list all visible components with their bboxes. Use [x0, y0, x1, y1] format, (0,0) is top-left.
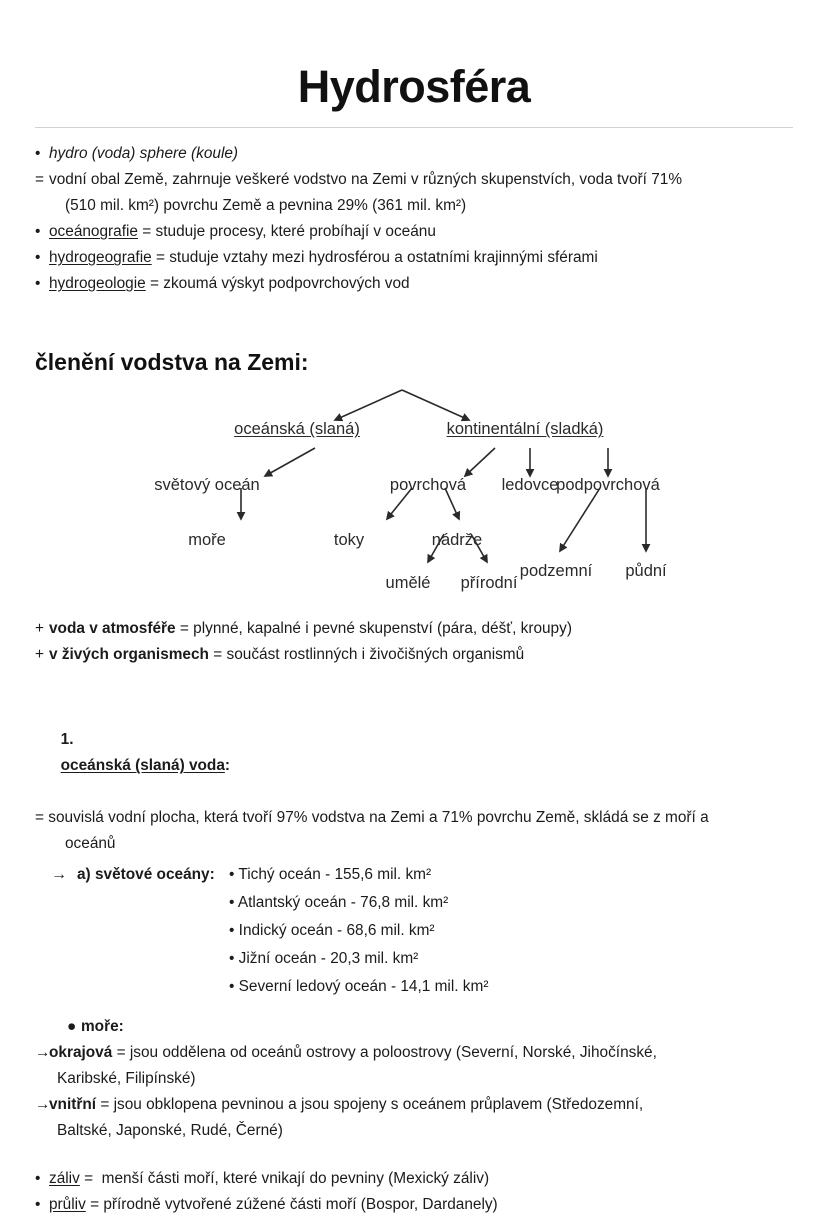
term-definition-oceanografie: = studuje procesy, které probíhají v oceánu: [142, 223, 436, 241]
sea-type-definition-vnitrni-cont: Baltské, Japonské, Rudé, Černé): [57, 1122, 283, 1140]
intro-line-hydro: [35, 141, 793, 167]
bullet-mark: •: [35, 145, 41, 163]
term-label-hydrogeologie: hydrogeologie: [49, 275, 146, 293]
bullet-mark: •: [35, 1196, 41, 1214]
diagram-node-podzemni: podzemní: [519, 562, 593, 581]
spacer: [35, 1001, 793, 1014]
diagram-node-nadrze: nádrže: [431, 531, 483, 550]
term-pruliv: [35, 1192, 793, 1218]
bullet-mark: •: [35, 223, 41, 241]
sea-type-label-vnitrni: vnitřní: [49, 1096, 97, 1114]
extra-voda-v-atmosfere: [35, 616, 793, 642]
extra-label-voda-v-atmosfere: voda v atmosféře: [49, 620, 176, 638]
diagram-node-ledovce: ledovce: [501, 476, 559, 495]
arrow-right-icon: →: [35, 1044, 51, 1062]
section-one-number: 1.: [60, 731, 74, 749]
plus-mark: +: [35, 646, 44, 664]
intro-line-definition: [35, 167, 793, 193]
bullet-mark: •: [35, 275, 41, 293]
diagram-node-kontinentalni: kontinentální (sladká): [446, 420, 604, 439]
term-hydrogeografie: [35, 245, 793, 271]
term-label-zaliv: záliv: [49, 1170, 80, 1188]
list-item: • Tichý oceán - 155,6 mil. km²: [229, 866, 432, 884]
seas-label: moře:: [81, 1018, 124, 1036]
section-one-term: oceánská (slaná) voda: [60, 757, 225, 775]
extras-block: [35, 582, 793, 668]
section-one-description-line-2: oceánů: [65, 835, 116, 853]
term-label-oceanografie: oceánografie: [49, 223, 138, 241]
diagram-node-podpovrchova: podpovrchová: [556, 476, 660, 495]
extra-definition-voda-v-atmosfere: = plynné, kapalné i pevné skupenství (pára, déšť, kroupy): [179, 620, 572, 638]
section-one-colon: :: [224, 757, 231, 775]
extra-definition-v-zivych-organismech: = součást rostlinných i živočišných organismů: [213, 646, 525, 664]
section-one-heading: [35, 701, 793, 805]
diagram-node-povrchova: povrchová: [389, 476, 467, 495]
section-heading-členění: členění vodstva na Zemi:: [35, 349, 309, 376]
term-oceanografie: [35, 219, 793, 245]
arrow-right-icon: →: [35, 1096, 51, 1114]
sea-type-okrajova: [35, 1040, 793, 1066]
intro-text-definition-cont: (510 mil. km²) povrchu Země a pevnina 29% (361 mil. km²): [65, 197, 467, 215]
section-one-block: [35, 668, 793, 1218]
diagram-node-umele: umělé: [385, 574, 431, 593]
extra-label-v-zivych-organismech: v živých organismech: [49, 646, 209, 664]
term-hydrogeologie: [35, 271, 793, 297]
world-oceans-list: [229, 861, 793, 1001]
sea-type-label-okrajova: okrajová: [49, 1044, 113, 1062]
world-oceans-row: [35, 857, 793, 1001]
equals-mark: =: [35, 171, 44, 189]
diagram-node-prirodni: přírodní: [460, 574, 518, 593]
term-definition-zaliv: = menší části moří, které vnikají do pevniny (Mexický záliv): [84, 1170, 490, 1188]
term-label-pruliv: průliv: [49, 1196, 86, 1214]
section-one-description-line-1: = souvislá vodní plocha, která tvoří 97% vodstva na Zemi a 71% povrchu Země, skládá se z moří a: [35, 809, 709, 827]
sea-type-definition-vnitrni: = jsou obklopena pevninou a jsou spojeny s oceánem průplavem (Středozemní,: [100, 1096, 644, 1114]
arrow-right-icon: →: [51, 866, 67, 884]
term-definition-hydrogeologie: = zkoumá výskyt podpovrchových vod: [149, 275, 410, 293]
diagram-node-more: moře: [188, 531, 226, 550]
list-item: • Indický oceán - 68,6 mil. km²: [229, 922, 435, 940]
diagram-node-oceanska: oceánská (slaná): [234, 420, 360, 439]
intro-block: [35, 128, 793, 297]
bullet-mark: •: [35, 1170, 41, 1188]
page-title: Hydrosféra: [297, 61, 531, 112]
term-zaliv: [35, 1166, 793, 1192]
list-item: • Jižní oceán - 20,3 mil. km²: [229, 950, 419, 968]
sea-type-definition-okrajova-cont: Karibské, Filipínské): [57, 1070, 196, 1088]
list-item: • Atlantský oceán - 76,8 mil. km²: [229, 894, 449, 912]
spacer: [35, 1144, 793, 1166]
plus-mark: +: [35, 620, 44, 638]
diagram-node-toky: toky: [333, 531, 365, 550]
diagram-node-pudni: půdní: [625, 562, 667, 581]
term-label-hydrogeografie: hydrogeografie: [49, 249, 152, 267]
sea-type-definition-okrajova: = jsou oddělena od oceánů ostrovy a poloostrovy (Severní, Norské, Jihočínské,: [116, 1044, 657, 1062]
diagram-node-svetovy-ocean: světový oceán: [154, 476, 260, 495]
extra-v-zivych-organismech: [35, 642, 793, 668]
list-item: • Severní ledový oceán - 14,1 mil. km²: [229, 978, 489, 996]
sea-type-vnitrni: [35, 1092, 793, 1118]
term-definition-pruliv: = přírodně vytvořené zúžené části moří (Bospor, Dardanely): [90, 1196, 498, 1214]
bullet-mark: •: [35, 249, 41, 267]
intro-text-definition: vodní obal Země, zahrnuje veškeré vodstvo na Zemi v různých skupenstvích, voda tvoří 71%: [49, 171, 683, 189]
water-classification-diagram: [35, 376, 793, 593]
filled-bullet-icon: ●: [67, 1018, 77, 1036]
intro-text-hydro: hydro (voda) sphere (koule): [49, 145, 239, 163]
seas-heading: [35, 1014, 793, 1040]
term-definition-hydrogeografie: = studuje vztahy mezi hydrosférou a ostatními krajinnými sférami: [155, 249, 598, 267]
world-oceans-label: a) světové oceány:: [77, 866, 215, 884]
